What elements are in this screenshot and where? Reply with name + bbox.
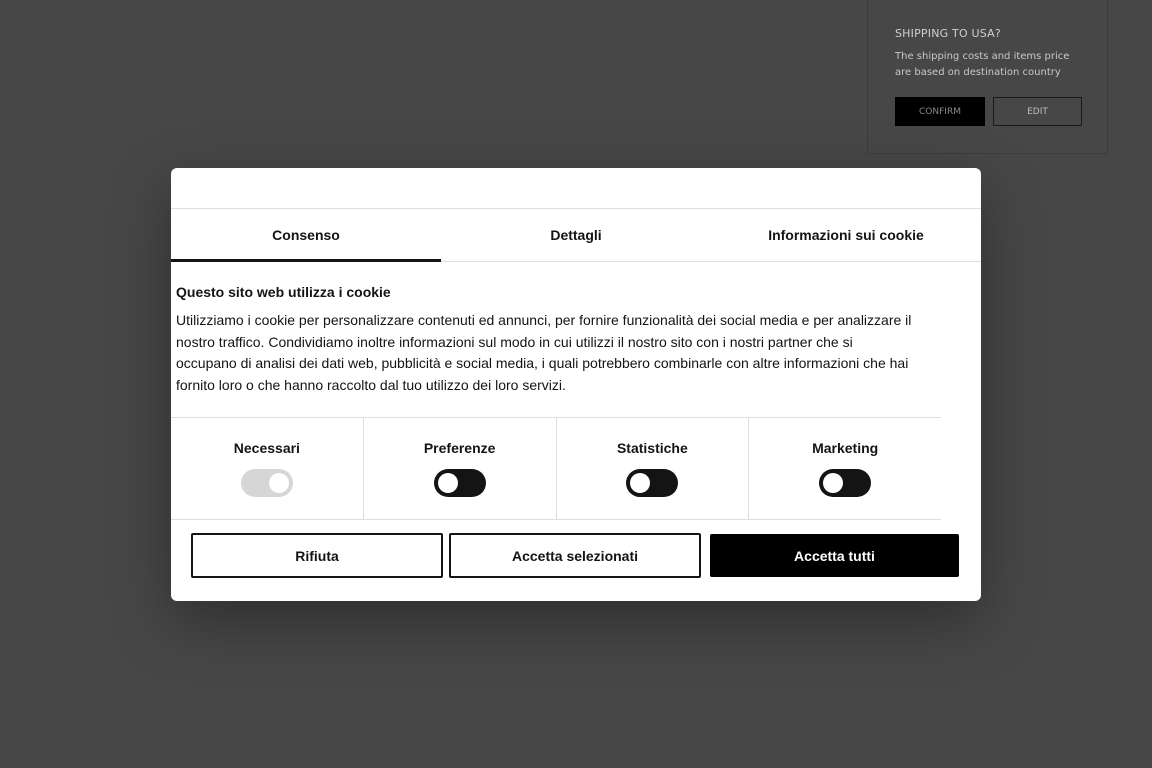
marketing-toggle[interactable] xyxy=(819,469,871,497)
necessari-toggle xyxy=(241,469,293,497)
shipping-confirm-button[interactable]: CONFIRM xyxy=(895,97,985,126)
tab-dettagli[interactable]: Dettagli xyxy=(550,227,602,243)
preferenze-toggle[interactable] xyxy=(434,469,486,497)
toggle-knob xyxy=(438,473,458,493)
dialog-tabs xyxy=(171,209,981,262)
reject-button[interactable]: Rifiuta xyxy=(191,533,443,578)
consent-body: Utilizziamo i cookie per personalizzare contenuti ed annunci, per fornire funzionalità dei social media e per analizzare il nostro traffico. Condividiamo inoltre informazioni sul modo in cui utilizzi il nostro sito con i nostri partner che si occupano di analisi dei dati web, pubblicità e social media, i quali potrebbero combinarle con altre informazioni che hai fornito loro o che hanno raccolto dal tuo utilizzo dei loro servizi. xyxy=(176,312,912,394)
consent-content xyxy=(171,262,981,397)
shipping-popup-text: The shipping costs and items price are based on destination country xyxy=(895,51,1070,78)
cookie-consent-dialog xyxy=(171,168,981,601)
tab-consenso[interactable]: Consenso xyxy=(171,209,441,261)
category-label: Marketing xyxy=(812,440,879,456)
category-preferenze xyxy=(364,418,557,519)
consent-heading: Questo sito web utilizza i cookie xyxy=(176,284,391,300)
category-statistiche xyxy=(557,418,750,519)
category-label: Necessari xyxy=(233,440,300,456)
dialog-header xyxy=(171,168,981,209)
category-label: Preferenze xyxy=(423,440,496,456)
statistiche-toggle[interactable] xyxy=(626,469,678,497)
category-necessari xyxy=(171,418,364,519)
shipping-edit-button[interactable]: EDIT xyxy=(993,97,1082,126)
accept-selected-button[interactable]: Accetta selezionati xyxy=(449,533,701,578)
category-label: Statistiche xyxy=(616,440,688,456)
toggle-knob xyxy=(823,473,843,493)
category-marketing xyxy=(749,418,941,519)
accept-all-button[interactable]: Accetta tutti xyxy=(710,534,959,577)
cookie-category-toggles xyxy=(171,417,941,520)
tab-informazioni-cookie[interactable]: Informazioni sui cookie xyxy=(768,227,924,243)
shipping-popup-title: SHIPPING TO USA? xyxy=(895,27,1001,40)
dialog-actions xyxy=(191,533,959,578)
shipping-popup xyxy=(867,0,1108,154)
toggle-knob xyxy=(630,473,650,493)
toggle-knob xyxy=(269,473,289,493)
